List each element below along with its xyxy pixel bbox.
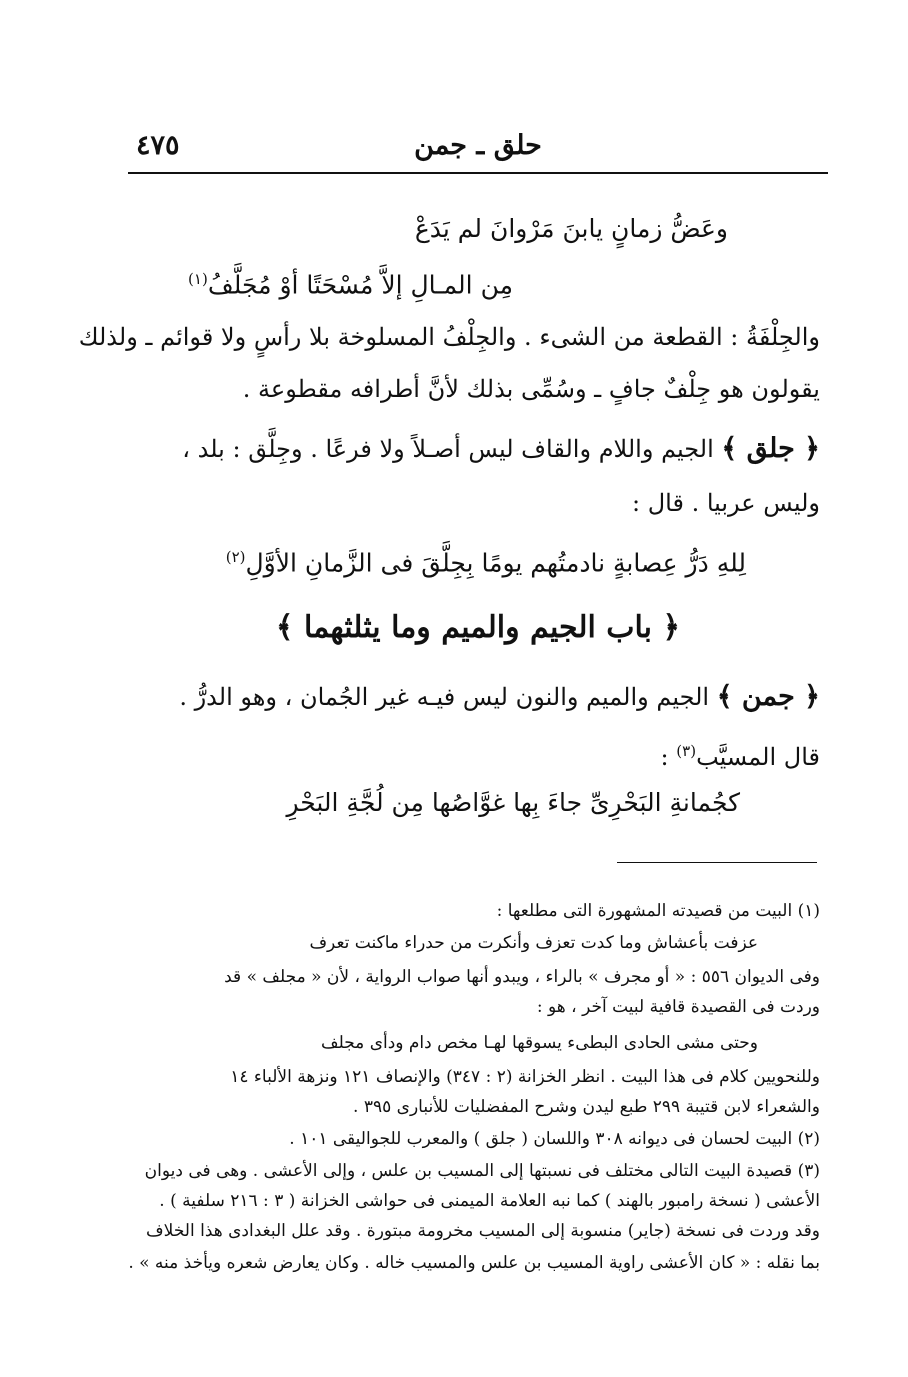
entry-jaman-line-1 bbox=[120, 680, 820, 714]
footnote-3-line-3: وقد وردت فى نسخة (جاير) منسوبة إلى المسيب مخرومة مبتورة . وقد علل البغدادى هذا الخلاف bbox=[146, 1221, 820, 1241]
entry-jaman-text-2: قال المسيَّب bbox=[696, 743, 820, 771]
verse-2-text: لِلهِ دَرُّ عِصابةٍ نادمتُهم يومًا بِجِلَّقَ فى الزَّمانِ الأوَّلِ bbox=[245, 548, 746, 578]
entry-jalaq-text: الجيم واللام والقاف ليس أصـلاً ولا فرعًا . وجِلَّق : بلد ، bbox=[182, 435, 714, 463]
footnote-3-line-2: الأعشى ( نسخة رامبور بالهند ) كما نبه العلامة الميمنى فى حواشى الخزانة ( ٣ : ٢١٦ سلفية ) . bbox=[159, 1191, 820, 1211]
verse-1-first-hemistich bbox=[28, 212, 728, 246]
verse-1-second-hemistich bbox=[0, 262, 513, 302]
footnote-1-line-3: وفى الديوان ٥٥٦ : « أو مجرف » بالراء ، ويبدو أنها صواب الرواية ، لأن « مجلف » قد bbox=[224, 967, 820, 987]
chapter-heading: ﴿ باب الجيم والميم وما يثلثهما ﴾ bbox=[275, 610, 681, 645]
entry-jalaq-line-1 bbox=[120, 432, 820, 466]
footnote-3-line-4: بما نقله : « كان الأعشى راوية المسيب بن علس والمسيب خاله . وكان يعارض شعره ويأخذ منه » . bbox=[128, 1253, 820, 1273]
entry-jaman-text: الجيم والميم والنون ليس فيـه غير الجُمان ، وهو الدرُّ . bbox=[179, 683, 710, 711]
verse-3: كجُمانةِ البَحْرِىِّ جاءَ بِها غوَّاصُها مِن لُجَّةِ البَحْرِ bbox=[286, 788, 740, 817]
footnote-1-verse-2: وحتى مشى الحادى البطىء يسوقها لهـا مخص دام ودأى مجلف bbox=[320, 1033, 758, 1053]
verse-1-text-b: مِن المـالِ إلاَّ مُسْحَتًا أوْ مُجَلَّفُ bbox=[207, 270, 513, 300]
headword-jalaq: ﴿ جلق ﴾ bbox=[721, 433, 820, 464]
footnote-1-verse-1: عزفت بأعشاش وما كدت تعزف وأنكرت من حدراء ماكنت تعرف bbox=[309, 933, 758, 953]
entry-jaman-line-2 bbox=[120, 734, 820, 774]
entry-jaman-colon: : bbox=[660, 743, 669, 771]
header-rule bbox=[128, 172, 828, 174]
footnote-marker-2: (٢) bbox=[225, 548, 246, 566]
entry-jalaq-line-2: وليس عربيا . قال : bbox=[632, 489, 820, 517]
paragraph-1-line-1: والجِلْفَةُ : القطعة من الشىء . والجِلْفُ المسلوخة بلا رأسٍ ولا قوائم ـ ولذلك bbox=[78, 323, 820, 351]
footnote-1-line-7: والشعراء لابن قتيبة ٢٩٩ طبع ليدن وشرح المفضليات للأنبارى ٣٩٥ . bbox=[353, 1097, 820, 1117]
page-number: ٤٧٥ bbox=[136, 130, 180, 161]
running-title: حلق ـ جمن bbox=[414, 130, 542, 161]
footnote-1-line-6: وللنحويين كلام فى هذا البيت . انظر الخزانة (٢ : ٣٤٧) والإنصاف ١٢١ ونزهة الألباء ١٤ bbox=[230, 1067, 820, 1087]
footnote-1-line-1: (١) البيت من قصيدته المشهورة التى مطلعها : bbox=[496, 901, 820, 921]
footnote-marker-3: (٣) bbox=[676, 742, 697, 760]
footnote-2: (٢) البيت لحسان فى ديوانه ٣٠٨ واللسان ( جلق ) والمعرب للجواليقى ١٠١ . bbox=[289, 1129, 820, 1149]
footnote-marker-1: (١) bbox=[188, 270, 208, 288]
headword-jaman: ﴿ جمن ﴾ bbox=[716, 681, 820, 712]
page-header bbox=[128, 126, 828, 170]
paragraph-1-line-2: يقولون هو جِلْفٌ جافٍ ـ وسُمِّى بذلك لأنَّ أطرافه مقطوعة . bbox=[242, 375, 820, 403]
footnote-3-line-1: (٣) قصيدة البيت التالى مختلف فى نسبتها إلى المسيب بن علس ، وإلى الأعشى . وهى فى ديوان bbox=[144, 1161, 820, 1181]
footnote-1-line-4: وردت فى القصيدة قافية لبيت آخر ، هو : bbox=[536, 997, 820, 1017]
verse-2 bbox=[46, 540, 746, 580]
footnote-separator bbox=[617, 862, 817, 863]
verse-1-text-a: وعَضُّ زمانٍ يابنَ مَرْوانَ لم يَدَعْ bbox=[414, 214, 728, 243]
